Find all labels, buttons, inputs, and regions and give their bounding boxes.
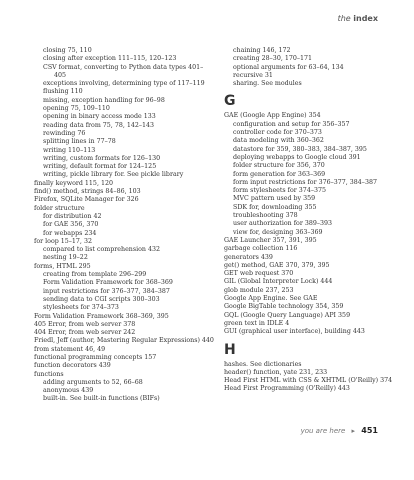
index-entry: user authorization for 389–393 <box>233 220 333 228</box>
index-entry: view for, designing 363–369 <box>233 228 323 236</box>
index-entry: for GAE 356, 370 <box>43 221 99 229</box>
index-column-left <box>34 47 216 404</box>
index-entry: chaining 146, 172 <box>233 47 291 54</box>
index-entries-f-continued <box>224 47 392 88</box>
index-entry: Google BigTable technology 354, 359 <box>224 303 344 311</box>
index-entry: folder structure for 356, 370 <box>233 162 325 170</box>
index-entry: compared to list comprehension 432 <box>43 246 160 254</box>
index-entry: Form Validation Framework for 368–369 <box>43 279 173 287</box>
index-entry: 405 <box>54 71 67 79</box>
index-entry: for distribution 42 <box>43 212 102 220</box>
index-entry: built-in. See built-in functions (BIFs) <box>43 395 160 403</box>
index-entry: 404 Error, from web server 242 <box>34 329 136 337</box>
index-entry: closing 75, 110 <box>43 47 92 54</box>
index-entry: Head First Programming (O'Reilly) 443 <box>224 385 350 393</box>
index-entry: 405 Error, from web server 378 <box>34 320 136 328</box>
header-title: index <box>353 14 378 23</box>
index-entry: form generation for 363–369 <box>233 170 326 178</box>
index-entry: GAE (Google App Engine) 354 <box>224 112 321 120</box>
index-entry: function decorators 439 <box>34 362 111 370</box>
index-entry: flushing 110 <box>43 88 83 96</box>
index-entry: splitting lines in 77–78 <box>43 138 116 146</box>
index-entries-h <box>224 361 392 394</box>
index-entry: garbage collection 116 <box>224 245 298 253</box>
index-entry: forms, HTML 295 <box>34 262 91 270</box>
index-entry: opening 75, 109–110 <box>43 105 110 113</box>
index-entry: configuration and setup for 356–357 <box>233 120 350 128</box>
index-entry: missing, exception handling for 96–98 <box>43 96 165 104</box>
index-entry: header() function, yate 231, 233 <box>224 368 328 376</box>
section-letter-g: G <box>224 93 236 110</box>
index-entry: GET web request 370 <box>224 270 294 278</box>
index-column-right <box>224 47 392 394</box>
running-header <box>338 14 378 23</box>
footer-label: you are here <box>300 427 346 435</box>
index-entry: deploying webapps to Google cloud 391 <box>233 153 361 161</box>
index-entry: Head First HTML with CSS & XHTML (O'Reilly) 374 <box>224 377 392 385</box>
index-entry: GAE Launcher 357, 391, 395 <box>224 236 317 244</box>
page-number: 451 <box>361 426 378 435</box>
index-entry: from statement 46, 49 <box>34 345 106 353</box>
footer-arrow-icon: ▸ <box>351 427 356 435</box>
index-entry: recursive 31 <box>233 71 273 79</box>
index-entry: stylesheets for 374–373 <box>43 304 119 312</box>
index-entry: reading data from 75, 78, 142–143 <box>43 121 155 129</box>
index-entries-g <box>224 112 392 336</box>
index-entry: opening in binary access mode 133 <box>43 113 156 121</box>
index-entry: writing, default format for 124–125 <box>43 163 157 171</box>
index-entry: Form Validation Framework 368–369, 395 <box>34 312 169 320</box>
index-entry: GUI (graphical user interface), building 443 <box>224 328 365 336</box>
index-entry: sharing. See modules <box>233 80 302 88</box>
index-entry: functional programming concepts 157 <box>34 353 157 361</box>
index-entry: Friedl, Jeff (author, Mastering Regular Expressions) 440 <box>34 337 214 345</box>
index-entry: functions <box>34 370 64 378</box>
index-entry: datastore for 359, 380–383, 384–387, 395 <box>233 145 367 153</box>
index-entry: Firefox, SQLite Manager for 326 <box>34 196 139 204</box>
index-entry: SDK for, downloading 355 <box>233 203 317 211</box>
index-entry: hashes. See dictionaries <box>224 360 302 368</box>
index-entry: glob module 237, 253 <box>224 286 294 294</box>
index-entry: CSV format, converting to Python data types 401– <box>43 63 204 71</box>
index-entry: controller code for 370–373 <box>233 129 322 137</box>
index-entry: folder structure <box>34 204 85 212</box>
index-entry: form stylesheets for 374–375 <box>233 187 326 195</box>
header-prefix: the <box>337 14 351 23</box>
index-entry: optional arguments for 63–64, 134 <box>233 63 344 71</box>
index-entry: GQL (Google Query Language) API 359 <box>224 311 351 319</box>
index-entry: GIL (Global Interpreter Lock) 444 <box>224 278 333 286</box>
index-entry: for webapps 234 <box>43 229 97 237</box>
index-entry: MVC pattern used by 359 <box>233 195 316 203</box>
index-entry: green text in IDLE 4 <box>224 319 290 327</box>
index-entry: for loop 15–17, 32 <box>34 237 92 245</box>
index-entry: nesting 19–22 <box>43 254 88 262</box>
index-entry: sending data to CGI scripts 300–303 <box>43 295 160 303</box>
section-letter-h: H <box>224 341 236 358</box>
index-entry: data modeling with 360–362 <box>233 137 324 145</box>
index-entry: exceptions involving, determining type of 117–119 <box>43 80 205 88</box>
index-entry: creating 28–30, 170–171 <box>233 55 313 63</box>
index-entry: closing after exception 111–115, 120–123 <box>43 55 177 63</box>
index-entry: writing 110–113 <box>43 146 96 154</box>
index-entry: writing, pickle library for. See pickle library <box>43 171 184 179</box>
index-entry: get() method, GAE 370, 379, 395 <box>224 261 330 269</box>
index-entry: creating from template 296–299 <box>43 271 147 279</box>
index-entry: troubleshooting 378 <box>233 212 298 220</box>
index-entry: adding arguments to 52, 66–68 <box>43 378 143 386</box>
index-entry: rewinding 76 <box>43 129 86 137</box>
index-entry: form input restrictions for 376–377, 384–387 <box>233 178 377 186</box>
index-entry: finally keyword 115, 120 <box>34 179 113 187</box>
index-entry: Google App Engine. See GAE <box>224 295 318 303</box>
index-entry: writing, custom formats for 126–130 <box>43 154 161 162</box>
index-entry: find() method, strings 84–86, 103 <box>34 188 141 196</box>
index-entry: anonymous 439 <box>43 387 94 395</box>
page-footer <box>301 426 378 435</box>
index-entry: input restrictions for 376–377, 384–387 <box>43 287 170 295</box>
index-entry: generators 439 <box>224 253 273 261</box>
